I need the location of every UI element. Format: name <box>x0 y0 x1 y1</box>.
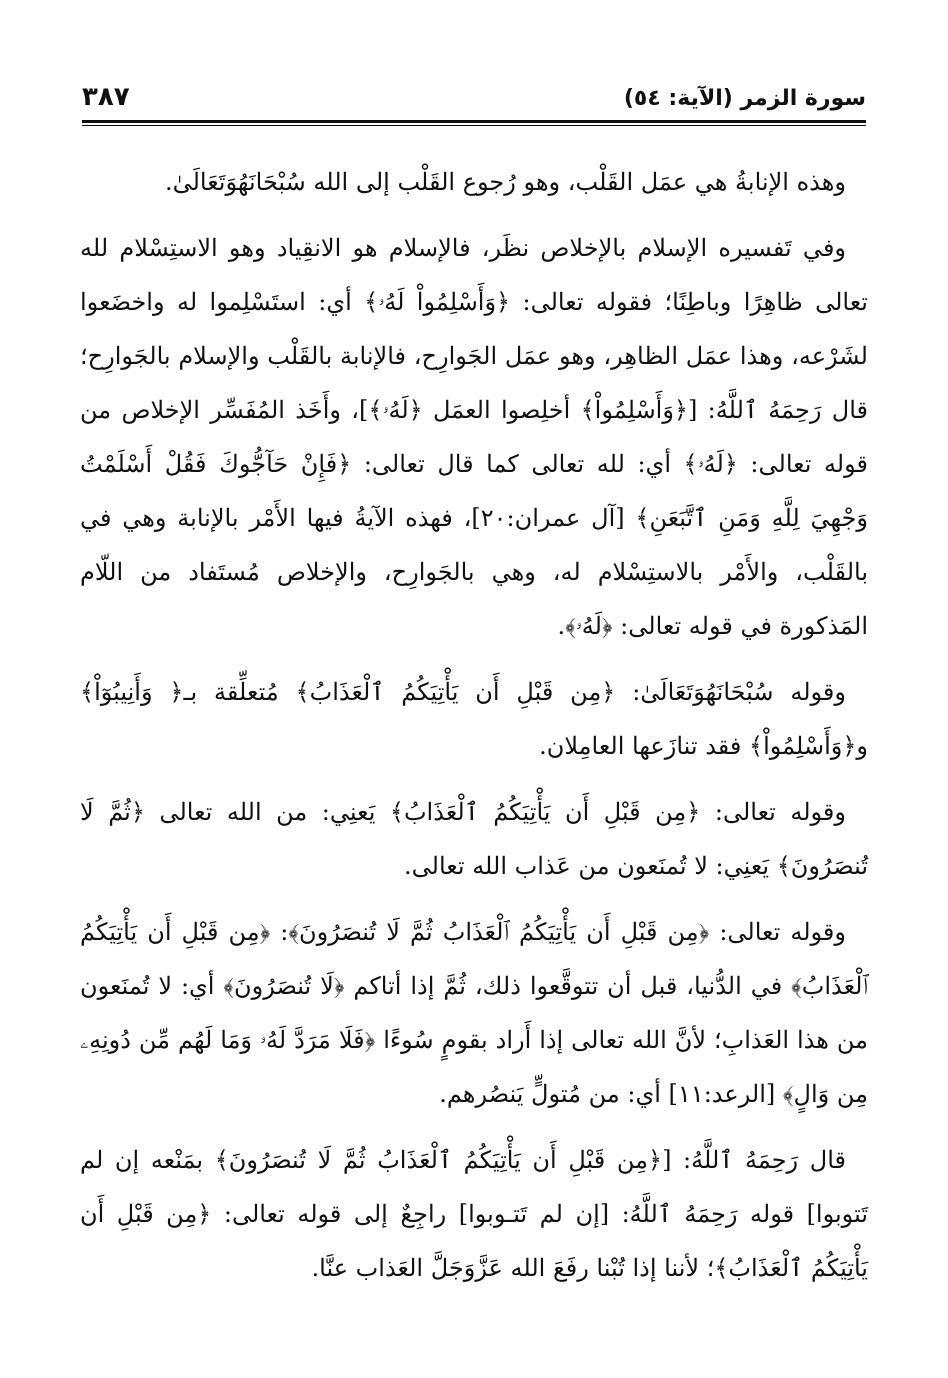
page-body <box>80 155 868 1307</box>
paragraph-2: وفي تَفسيره الإسلام بالإخلاص نظَر، فالإسلام هو الانقِياد وهو الاستِسْلام لله تعالى ظاهِرًا وباطِنًا؛ فقوله تعالى: ﴿وَأَسْلِمُواْ لَهُۥ﴾ أي: استَسْلِموا له واخضَعوا لشَرْعه، وهذا عمَل الظاهِر، وهو عمَل الجَوارِح، فالإنابة بالقَلْب والإسلام بالجَوارِح؛ قال رَحِمَهُ ٱللَّهُ: [﴿وَأَسْلِمُواْ﴾ أخلِصوا العمَل ﴿لَهُۥ﴾]، وأَخَذ المُفَسِّر الإخلاص من قوله تعالى: ﴿لَهُۥ﴾ أي: لله تعالى كما قال تعالى: ﴿فَإِنْ حَآجُّوكَ فَقُلْ أَسْلَمْتُ وَجْهِيَ لِلَّهِ وَمَنِ ٱتَّبَعَنِ﴾ [آل عمران:٢٠]، فهذه الآيةُ فيها الأَمْر بالإنابة وهي في بالقَلْب، والأَمْر بالاستِسْلام له، وهي بالجَوارِح، والإخلاص مُستَفاد من اللّام المَذكورة في قوله تعالى: ﴿لَهُۥ﴾. <box>80 234 869 640</box>
header-rule-thick <box>82 120 866 123</box>
page-header <box>82 78 866 118</box>
page-number: ٣٨٧ <box>82 82 130 112</box>
header-rule-thin <box>82 125 866 126</box>
running-title: سورة الزمر (الآية: ٥٤) <box>623 86 866 111</box>
paragraph-1: وهذه الإنابةُ هي عمَل القَلْب، وهو رُجوع القَلْب إلى الله سُبْحَانَهُوَتَعَالَىٰ. <box>164 168 846 196</box>
paragraph-5: وقوله تعالى: ﴿مِن قَبْلِ أَن يَأْتِيَكُمُ ٱلْعَذَابُ ثُمَّ لَا تُنصَرُونَ﴾: ﴿مِن قَبْلِ أَن يَأْتِيَكُمُ ٱلْعَذَابُ﴾ في الدُّنيا، قبل أن تتوقَّعوا ذلك، ثُمَّ إذا أتاكم ﴿لَا تُنصَرُونَ﴾ أي: لا تُمنَعون من هذا العَذابِ؛ لأنَّ الله تعالى إذا أَراد بقومٍ سُوءًا ﴿فَلَا مَرَدَّ لَهُۥ وَمَا لَهُم مِّن دُونِهِۦ مِن وَالٍ﴾ [الرعد:١١] أي: من مُتولٍّ يَنصُرهم. <box>80 918 868 1108</box>
paragraph-4: وقوله تعالى: ﴿مِن قَبْلِ أَن يَأْتِيَكُمُ ٱلْعَذَابُ﴾ يَعنِي: من الله تعالى ﴿ثُمَّ لَا تُنصَرُونَ﴾ يَعنِي: لا تُمنَعون من عَذاب الله تعالى. <box>80 798 868 880</box>
paragraph-6: قال رَحِمَهُ ٱللَّهُ: [﴿مِن قَبْلِ أَن يَأْتِيَكُمُ ٱلْعَذَابُ ثُمَّ لَا تُنصَرُونَ﴾ بمَنْعه إن لم تَتوبوا] قوله رَحِمَهُ ٱللَّهُ: [إن لم تَتـوبوا] راجِعٌ إلى قوله تعالى: ﴿مِن قَبْلِ أَن يَأْتِيَكُمُ ٱلْعَذَابُ﴾؛ لأننا إذا تُبْنا رفَعَ الله عَزَّوَجَلَّ العَذاب عنَّا. <box>80 1146 868 1282</box>
paragraph-3: وقوله سُبْحَانَهُوَتَعَالَىٰ: ﴿مِن قَبْلِ أَن يَأْتِيَكُمُ ٱلْعَذَابُ﴾ مُتعلِّقة بـ﴿ وَأَنِيبُوٓاْ﴾ و﴿وَأَسْلِمُواْ﴾ فقد تنازَعها العامِلان. <box>80 678 868 760</box>
